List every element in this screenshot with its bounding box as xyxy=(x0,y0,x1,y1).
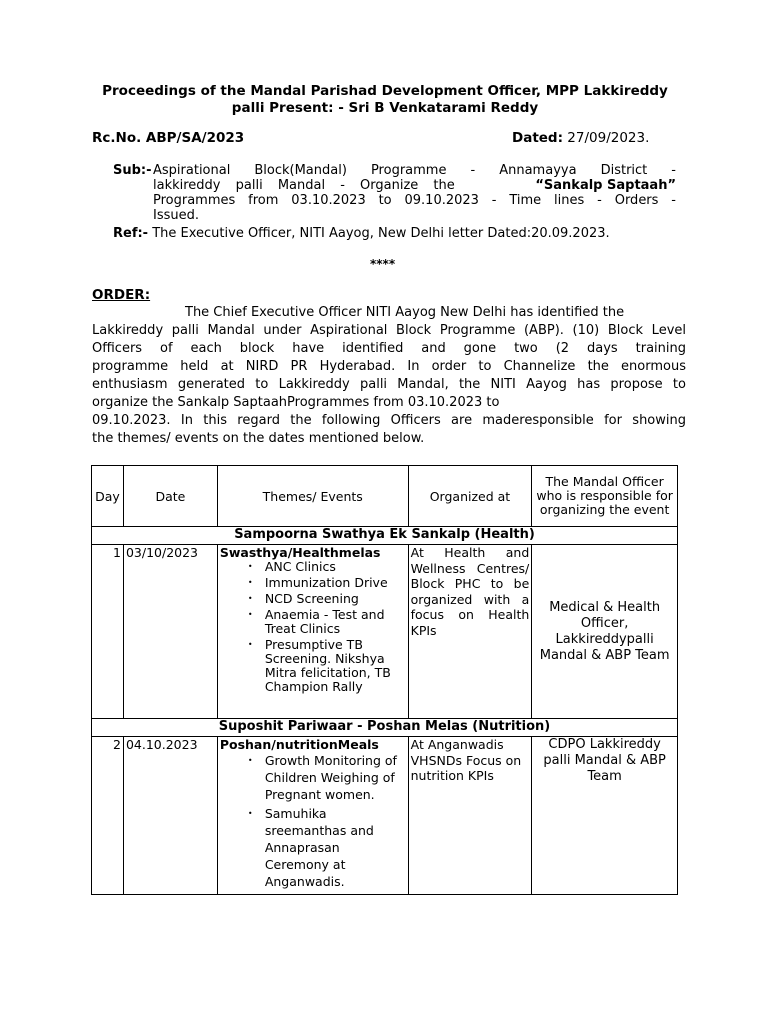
header-officer: The Mandal Officer who is responsible for organizing the event xyxy=(532,466,678,527)
subject-line-1: Aspirational Block(Mandal) Programme - Annamayya District - xyxy=(153,163,676,178)
cell-date: 04.10.2023 xyxy=(123,737,217,895)
table-header-row xyxy=(92,466,678,527)
header-organized: Organized at xyxy=(408,466,532,527)
reference-text: The Executive Officer, NITI Aayog, New Delhi letter Dated:20.09.2023. xyxy=(152,226,610,241)
order-line-4: programme held at NIRD PR Hyderabad. In order to Channelize the enormous xyxy=(92,359,686,374)
cell-themes xyxy=(217,545,408,719)
reference-label: Ref:- xyxy=(113,226,149,241)
order-line-2: Lakkireddy palli Mandal under Aspirational Block Programme (ABP). (10) Block Level xyxy=(92,323,686,338)
theme-list xyxy=(220,560,406,694)
order-line-6: organize the Sankalp SaptaahProgrammes from 03.10.2023 to xyxy=(92,395,500,410)
subject-line-3: Programmes from 03.10.2023 to 09.10.2023 - Time lines - Orders - xyxy=(153,193,676,208)
title-line-2: palli Present: - Sri B Venkatarami Reddy xyxy=(231,100,539,116)
title-line-1: Proceedings of the Mandal Parishad Development Officer, MPP Lakkireddy xyxy=(102,83,668,99)
document-title xyxy=(60,83,710,117)
list-item: • Growth Monitoring of Children Weighing of Pregnant women. xyxy=(265,752,406,803)
subject-text xyxy=(153,163,676,223)
theme-title: Swasthya/Healthmelas xyxy=(219,545,381,560)
dated-label: Dated: xyxy=(512,130,563,146)
section-row xyxy=(92,527,678,545)
cell-day: 2 xyxy=(92,737,124,895)
header-themes: Themes/ Events xyxy=(217,466,408,527)
header-date: Date xyxy=(123,466,217,527)
cell-date: 03/10/2023 xyxy=(123,545,217,719)
order-heading: ORDER: xyxy=(92,287,151,303)
list-item: • Immunization Drive xyxy=(265,576,406,590)
order-line-8: the themes/ events on the dates mentioned below. xyxy=(92,431,425,446)
cell-organized: At Health and Wellness Centres/ Block PHC to be organized with a focus on Health KPIs xyxy=(408,545,532,719)
reference-number: Rc.No. ABP/SA/2023 xyxy=(92,130,245,146)
list-item: • Presumptive TB Screening. Nikshya Mitra felicitation, TB Champion Rally xyxy=(265,638,406,694)
section-title-nutrition: Suposhit Pariwaar - Poshan Melas (Nutrition) xyxy=(92,719,678,737)
subject-line-2a: lakkireddy palli Mandal - Organize the xyxy=(153,178,455,193)
list-item: • NCD Screening xyxy=(265,592,406,606)
cell-officer: CDPO Lakkireddy palli Mandal & ABP Team xyxy=(532,737,678,895)
cell-themes xyxy=(217,737,408,895)
order-line-5: enthusiasm generated to Lakkireddy palli Mandal, the NITI Aayog has propose to xyxy=(92,377,686,392)
schedule-table xyxy=(91,465,678,895)
separator: **** xyxy=(370,257,396,271)
dated-value: 27/09/2023. xyxy=(567,130,650,146)
order-line-1: The Chief Executive Officer NITI Aayog New Delhi has identified the xyxy=(185,305,625,320)
list-item: • ANC Clinics xyxy=(265,560,406,574)
order-line-3: Officers of each block have identified and gone two (2 days training xyxy=(92,341,686,356)
subject-line-2 xyxy=(153,178,676,193)
subject-line-2b: “Sankalp Saptaah” xyxy=(535,178,676,193)
order-line-7: 09.10.2023. In this regard the following Officers are maderesponsible for showing xyxy=(92,413,686,428)
cell-officer: Medical & Health Officer, Lakkireddypalli Mandal & ABP Team xyxy=(532,545,678,719)
subject-label: Sub:- xyxy=(113,163,152,178)
list-item: • Anaemia - Test and Treat Clinics xyxy=(265,608,406,636)
section-title-health: Sampoorna Swathya Ek Sankalp (Health) xyxy=(92,527,678,545)
section-row xyxy=(92,719,678,737)
list-item: • Samuhika sreemanthas and Annaprasan Ceremony at Anganwadis. xyxy=(265,805,406,890)
header-day: Day xyxy=(92,466,124,527)
theme-list xyxy=(220,752,406,890)
cell-day: 1 xyxy=(92,545,124,719)
order-paragraph xyxy=(92,304,686,448)
reference-line xyxy=(113,226,610,241)
date-line xyxy=(512,130,649,146)
theme-title: Poshan/nutritionMeals xyxy=(219,737,379,752)
table-row xyxy=(92,545,678,719)
subject-line-4: Issued. xyxy=(153,208,200,223)
cell-organized: At Anganwadis VHSNDs Focus on nutrition KPIs xyxy=(408,737,532,895)
table-row xyxy=(92,737,678,895)
